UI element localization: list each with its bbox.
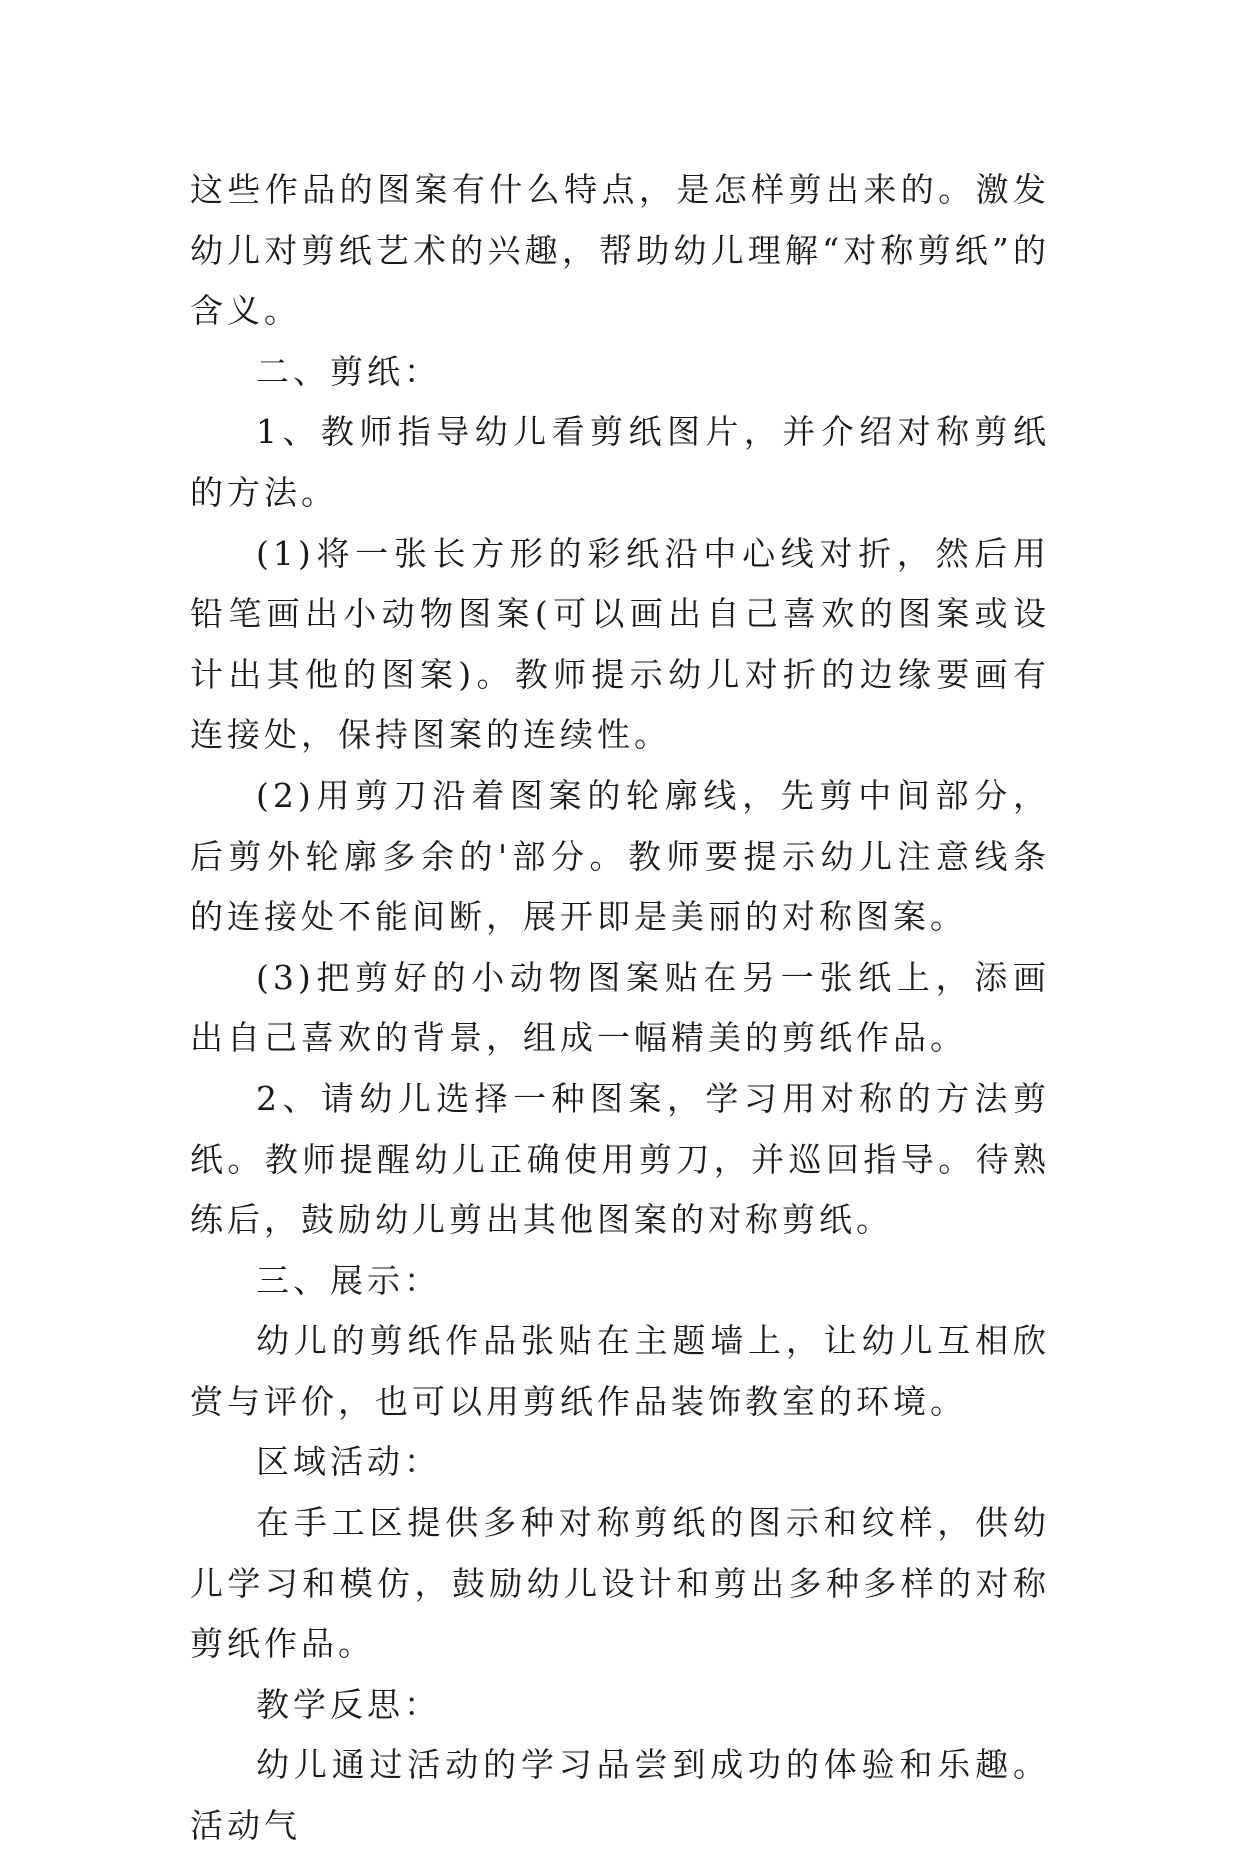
document-body (190, 160, 1050, 1857)
paragraph-step-2: 2、请幼儿选择一种图案，学习用对称的方法剪纸。教师提醒幼儿正确使用剪刀，并巡回指导。待熟练后，鼓励幼儿剪出其他图案的对称剪纸。 (190, 1078, 1050, 1240)
heading-section-2-paper-cutting: 二、剪纸： (256, 351, 441, 391)
paragraph-teaching-reflection: 幼儿通过活动的学习品尝到成功的体验和乐趣。活动气 (190, 1745, 1050, 1846)
paragraph-substep-1: (1)将一张长方形的彩纸沿中心线对折，然后用铅笔画出小动物图案(可以画出自己喜欢的图案或设计出其他的图案)。教师提示幼儿对折的边缘要画有连接处，保持图案的连续性。 (190, 533, 1050, 755)
paragraph-continuation: 这些作品的图案有什么特点，是怎样剪出来的。激发幼儿对剪纸艺术的兴趣，帮助幼儿理解“对称剪纸”的含义。 (190, 170, 1050, 331)
paragraph-display: 幼儿的剪纸作品张贴在主题墙上，让幼儿互相欣赏与评价，也可以用剪纸作品装饰教室的环境。 (190, 1321, 1050, 1421)
paragraph-substep-3: (3)把剪好的小动物图案贴在另一张纸上，添画出自己喜欢的背景，组成一幅精美的剪纸作品。 (190, 957, 1050, 1058)
heading-area-activity: 区域活动： (256, 1442, 441, 1482)
heading-section-3-display: 三、展示： (256, 1260, 441, 1300)
paragraph-area-activity: 在手工区提供多种对称剪纸的图示和纹样，供幼儿学习和模仿，鼓励幼儿设计和剪出多种多样的对称剪纸作品。 (190, 1503, 1050, 1664)
heading-teaching-reflection: 教学反思： (256, 1684, 441, 1724)
paragraph-substep-2: (2)用剪刀沿着图案的轮廓线，先剪中间部分，后剪外轮廓多余的'部分。教师要提示幼儿注意线条的连接处不能间断，展开即是美丽的对称图案。 (190, 775, 1050, 937)
paragraph-step-1: 1、教师指导幼儿看剪纸图片，并介绍对称剪纸的方法。 (190, 412, 1050, 512)
